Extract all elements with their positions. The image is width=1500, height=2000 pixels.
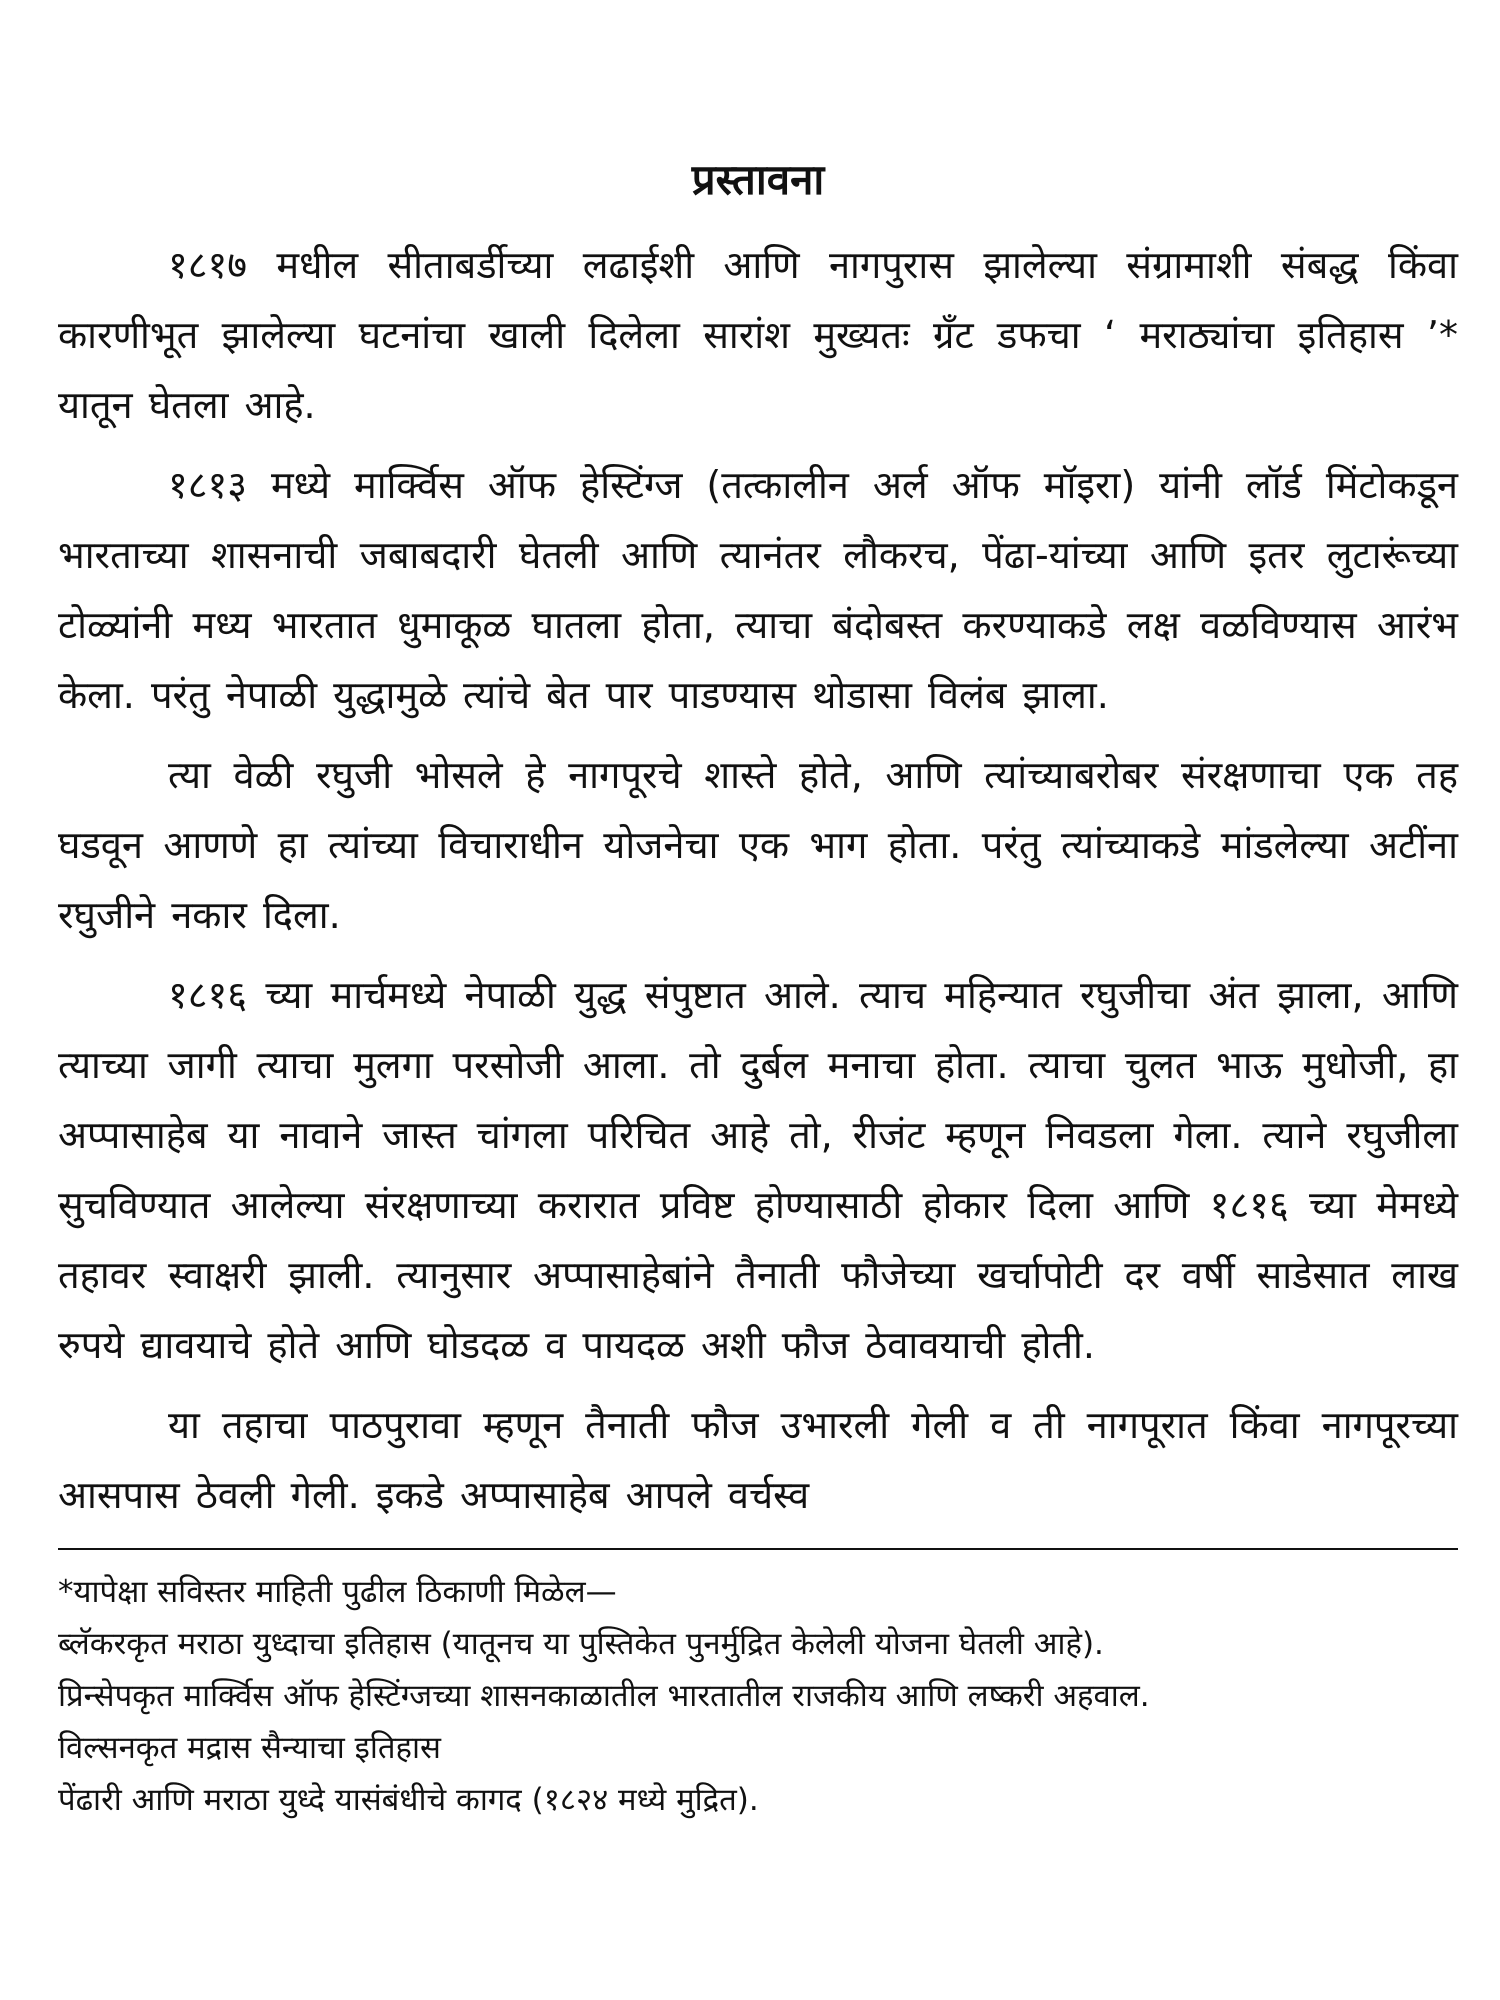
paragraph-4: १८१६ च्या मार्चमध्ये नेपाळी युद्ध संपुष्टात आले. त्याच महिन्यात रघुजीचा अंत झाला, आणि त्याच्या जागी त्याचा मुलगा परसोजी आला. तो दुर्बल मनाचा होता. त्याचा चुलत भाऊ मुधोजी, हा अप्पासाहेब या नावाने जास्त चांगला परिचित आहे तो, रीजंट म्हणून निवडला गेला. त्याने रघुजीला सुचविण्यात आलेल्या संरक्षणाच्या करारात प्रविष्ट होण्यासाठी होकार दिला आणि १८१६ च्या मेमध्ये तहावर स्वाक्षरी झाली. त्यानुसार अप्पासाहेबांने तैनाती फौजेच्या खर्चापोटी दर वर्षी साडेसात लाख रुपये द्यावयाचे होते आणि घोडदळ व पायदळ अशी फौज ठेवावयाची होती. [58, 973, 1458, 1367]
body-text [58, 230, 1458, 1530]
footnote-source-blacker: ब्लॅकरकृत मराठा युध्दाचा इतिहास (यातूनच या पुस्तिकेत पुनर्मुद्रित केलेली योजना घेतली आहे). [58, 1626, 1104, 1662]
paragraph-3: त्या वेळी रघुजी भोसले हे नागपूरचे शास्ते होते, आणि त्यांच्याबरोबर संरक्षणाचा एक तह घडवून आणणे हा त्यांच्या विचाराधीन योजनेचा एक भाग होता. परंतु त्यांच्याकडे मांडलेल्या अटींना रघुजीने नकार दिला. [58, 753, 1458, 937]
footnotes [58, 1566, 1458, 1826]
footnote-divider [58, 1548, 1458, 1550]
paragraph-1: १८१७ मधील सीताबर्डीच्या लढाईशी आणि नागपुरास झालेल्या संग्रामाशी संबद्ध किंवा कारणीभूत झालेल्या घटनांचा खाली दिलेला सारांश मुख्यतः ग्रँट डफचा ‘ मराठ्यांचा इतिहास ’* यातून घेतला आहे. [58, 243, 1458, 427]
document-page [58, 150, 1458, 1826]
footnote-intro: *यापेक्षा सविस्तर माहिती पुढील ठिकाणी मिळेल— [58, 1574, 617, 1610]
paragraph-5: या तहाचा पाठपुरावा म्हणून तैनाती फौज उभारली गेली व ती नागपूरात किंवा नागपूरच्या आसपास ठेवली गेली. इकडे अप्पासाहेब आपले वर्चस्व [58, 1403, 1458, 1517]
footnote-source-prinsep: प्रिन्सेपकृत मार्क्विस ऑफ हेस्टिंग्जच्या शासनकाळातील भारतातील राजकीय आणि लष्करी अहवाल. [58, 1678, 1150, 1714]
paragraph-2: १८१३ मध्ये मार्क्विस ऑफ हेस्टिंग्ज (तत्कालीन अर्ल ऑफ मॉइरा) यांनी लॉर्ड मिंटोकडून भारताच्या शासनाची जबाबदारी घेतली आणि त्यानंतर लौकरच, पेंढा-यांच्या आणि इतर लुटारूंच्या टोळ्यांनी मध्य भारतात धुमाकूळ घातला होता, त्याचा बंदोबस्त करण्याकडे लक्ष वळविण्यास आरंभ केला. परंतु नेपाळी युद्धामुळे त्यांचे बेत पार पाडण्यास थोडासा विलंब झाला. [58, 463, 1458, 717]
footnote-source-wilson: विल्सनकृत मद्रास सैन्याचा इतिहास [58, 1730, 441, 1766]
footnote-source-papers: पेंढारी आणि मराठा युध्दे यासंबंधीचे कागद (१८२४ मध्ये मुद्रित). [58, 1782, 759, 1818]
page-title: प्रस्तावना [691, 155, 825, 204]
